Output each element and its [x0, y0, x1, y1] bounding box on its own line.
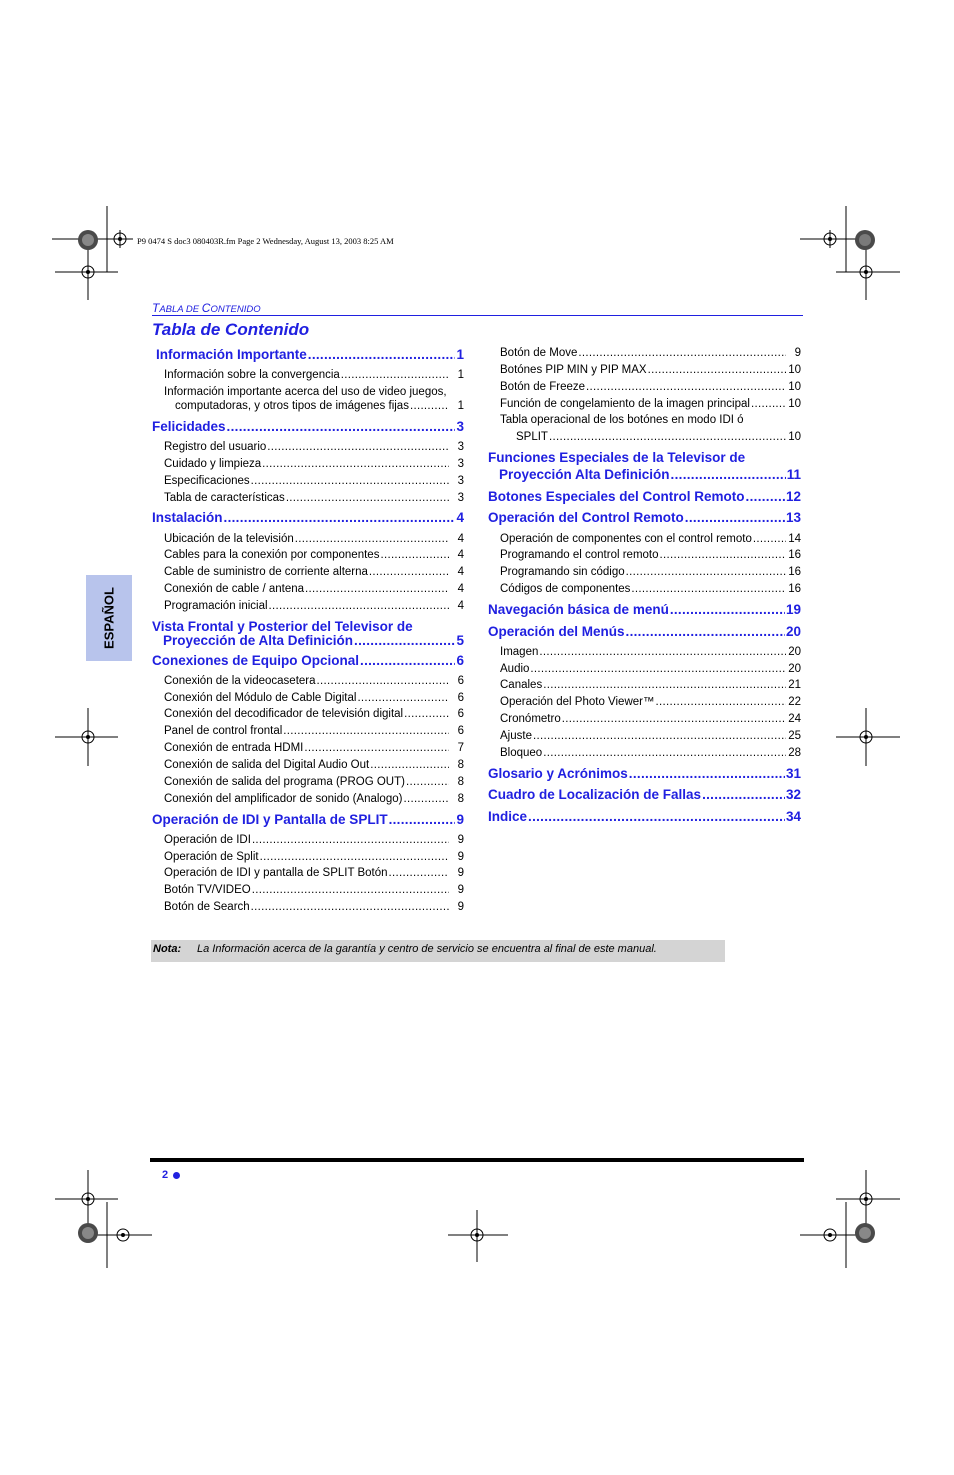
toc-entry[interactable]: Ubicación de la televisión ..... 4: [164, 533, 464, 548]
toc-entry-line: Vista Frontal y Posterior del Televisor de: [152, 619, 413, 634]
toc-entry[interactable]: Canales ..... 21: [500, 679, 801, 694]
toc-entry[interactable]: Conexión del Módulo de Cable Digital ..... 6: [164, 692, 464, 707]
toc-entry[interactable]: Códigos de componentes ..... 16: [500, 583, 801, 598]
toc-entry[interactable]: Cuidado y limpieza ..... 3: [164, 458, 464, 473]
toc-entry[interactable]: Panel de control frontal ..... 6: [164, 725, 464, 740]
page-title: Tabla de Contenido: [152, 320, 310, 339]
toc-entry-line: Información importante acerca del uso de video juegos,: [164, 386, 447, 398]
toc-entry[interactable]: Cable de suministro de corriente alterna ..... 4: [164, 566, 464, 581]
toc-entry[interactable]: Conexión de cable / antena ..... 4: [164, 583, 464, 598]
toc-entry-informacion-importante[interactable]: Información Importante ..... 1: [156, 347, 464, 364]
toc-entry[interactable]: Función de congelamiento de la imagen principal ..... 10: [500, 398, 801, 413]
note-text: La Información acerca de la garantía y centro de servicio se encuentra al final de este manual.: [197, 943, 657, 955]
toc-entry-navegacion[interactable]: Navegación básica de menú ..... 19: [488, 602, 801, 619]
note-box: [151, 940, 725, 962]
toc-entry[interactable]: Programando el control remoto ..... 16: [500, 549, 801, 564]
toc-entry[interactable]: Botón de Move ..... 9: [500, 347, 801, 362]
bullet-icon: [173, 1172, 180, 1179]
toc-entry[interactable]: Operación de IDI ..... 9: [164, 834, 464, 849]
toc-entry[interactable]: Botón de Freeze ..... 10: [500, 381, 801, 396]
toc-entry-operacion-idi[interactable]: Operación de IDI y Pantalla de SPLIT ..... 9: [152, 812, 464, 829]
toc-entry-glosario[interactable]: Glosario y Acrónimos ..... 31: [488, 766, 801, 783]
toc-entry-indice[interactable]: Indice ..... 34: [488, 809, 801, 826]
toc-entry[interactable]: Cables para la conexión por componentes ..... 4: [164, 549, 464, 564]
toc-entry[interactable]: Especificaciones ..... 3: [164, 475, 464, 490]
toc-entry[interactable]: Imagen ..... 20: [500, 646, 801, 661]
toc-entry[interactable]: Conexión de salida del programa (PROG OUT) ..... 8: [164, 776, 464, 791]
toc-entry[interactable]: Operación de IDI y pantalla de SPLIT Botón ..... 9: [164, 867, 464, 882]
toc-entry[interactable]: Conexión del amplificador de sonido (Analogo) ..... 8: [164, 793, 464, 808]
toc-entry[interactable]: Tabla de características ..... 3: [164, 492, 464, 507]
toc-entry-felicidades[interactable]: Felicidades ..... 3: [152, 419, 464, 436]
toc-entry[interactable]: Botón TV/VIDEO ..... 9: [164, 884, 464, 899]
toc-entry-line: Funciones Especiales de la Televisor de: [488, 450, 746, 465]
toc-entry-instalacion[interactable]: Instalación ..... 4: [152, 510, 464, 527]
toc-entry[interactable]: Bloqueo ..... 28: [500, 747, 801, 762]
toc-entry[interactable]: SPLIT ..... 10: [516, 431, 801, 446]
language-tab: [86, 575, 132, 661]
toc-entry[interactable]: Operación de Split ..... 9: [164, 851, 464, 866]
toc-entry-vista-frontal[interactable]: Proyección de Alta Definición ..... 5: [163, 633, 464, 650]
footer-rule: [150, 1158, 804, 1162]
toc-entry[interactable]: Botón de Search ..... 9: [164, 901, 464, 916]
toc-entry[interactable]: Operación de componentes con el control remoto ..... 14: [500, 533, 801, 548]
toc-entry-funciones-especiales[interactable]: Proyección Alta Definición ..... 11: [499, 467, 801, 484]
toc-entry[interactable]: Audio ..... 20: [500, 663, 801, 678]
toc-entry-line: Tabla operacional de los botónes en modo IDI ó: [500, 414, 744, 426]
toc-entry[interactable]: Ajuste ..... 25: [500, 730, 801, 745]
toc-entry[interactable]: Conexión de salida del Digital Audio Out ..... 8: [164, 759, 464, 774]
toc-entry-operacion-control[interactable]: Operación del Control Remoto ..... 13: [488, 510, 801, 527]
toc-entry[interactable]: Registro del usuario ..... 3: [164, 441, 464, 456]
toc-entry[interactable]: computadoras, y otros tipos de imágenes fijas ..... 1: [175, 400, 464, 415]
note-label: Nota:: [153, 943, 182, 955]
toc-entry[interactable]: Conexión del decodificador de televisión digital ..... 6: [164, 708, 464, 723]
toc-entry[interactable]: Cronómetro ..... 24: [500, 713, 801, 728]
language-tab-label: ESPAÑOL: [101, 587, 117, 649]
header-rule: [152, 315, 803, 316]
toc-entry[interactable]: Conexión de la videocasetera ..... 6: [164, 675, 464, 690]
file-info: P9 0474 S doc3 080403R.fm Page 2 Wednesday, August 13, 2003 8:25 AM: [137, 236, 394, 246]
toc-entry[interactable]: Botónes PIP MIN y PIP MAX ..... 10: [500, 364, 801, 379]
toc-entry[interactable]: Programando sin código ..... 16: [500, 566, 801, 581]
toc-entry[interactable]: Información sobre la convergencia ..... 1: [164, 369, 464, 384]
toc-entry-botones-especiales[interactable]: Botones Especiales del Control Remoto ..... 12: [488, 489, 801, 506]
toc-entry[interactable]: Programación inicial ..... 4: [164, 600, 464, 615]
toc-entry-operacion-menus[interactable]: Operación del Menús ..... 20: [488, 624, 801, 641]
toc-entry-cuadro-fallas[interactable]: Cuadro de Localización de Fallas ..... 32: [488, 787, 801, 804]
toc-entry[interactable]: Conexión de entrada HDMI ..... 7: [164, 742, 464, 757]
toc-entry[interactable]: Operación del Photo Viewer™ ..... 22: [500, 696, 801, 711]
toc-entry-conexiones-equipo[interactable]: Conexiones de Equipo Opcional ..... 6: [152, 653, 464, 670]
running-header: TABLA DE CONTENIDO: [152, 301, 261, 315]
page-number: 2: [162, 1169, 169, 1181]
